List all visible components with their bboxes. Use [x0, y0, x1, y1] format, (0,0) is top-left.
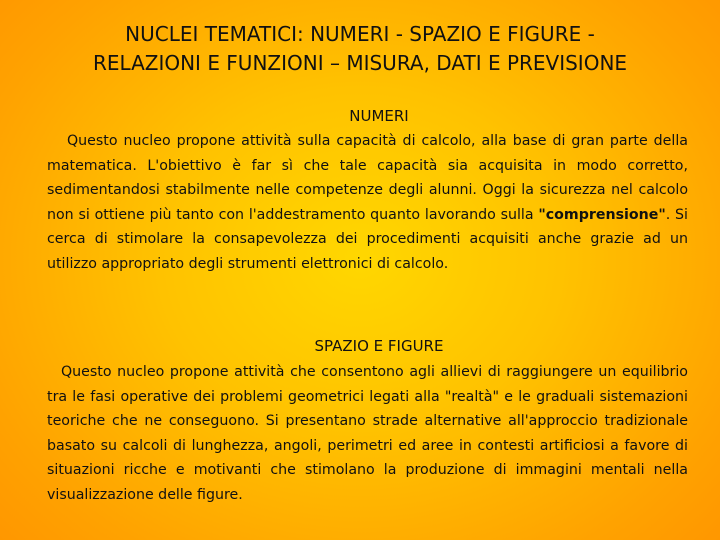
paragraph-text-end: . Si cerca di stimolare la consapevolezza dei procedimenti acquisiti anche grazie ad un utilizzo appropriato degli strumenti elettronici di calcolo.	[47, 206, 688, 272]
slide-title	[30, 20, 690, 78]
section-paragraph-numeri	[47, 129, 688, 276]
slide-title-line-1: NUCLEI TEMATICI: NUMERI - SPAZIO E FIGURE -	[125, 22, 595, 46]
section-paragraph-spazio-figure: Questo nucleo propone attività che consentono agli allievi di raggiungere un equilibrio tra le fasi operative dei problemi geometrici legati alla "realtà" e le graduali sistemazioni teoriche che ne conseguono. Si presentano strade alternative all'approccio tradizionale basato su calcoli di lunghezza, angoli, perimetri ed aree in contesti artificiosi a favore di situazioni ricche e motivanti che stimolano la produzione di immagini mentali nella visualizzazione delle figure.	[47, 364, 688, 503]
slide-title-line-2: RELAZIONI E FUNZIONI – MISURA, DATI E PREVISIONE	[92, 51, 628, 75]
section-heading-numeri: NUMERI	[349, 107, 409, 125]
paragraph-text-start: Questo nucleo propone attività sulla capacità di calcolo, alla base di gran parte della matematica. L'obiettivo è far sì che tale capacità sia acquisita in modo corretto, sedimentandosi stabilmente nelle competenze degli alunni. Oggi la sicurezza nel calcolo non si ottiene più tanto con l'addestramento quanto lavorando sulla	[47, 133, 688, 223]
section-heading-spazio-figure: SPAZIO E FIGURE	[314, 337, 444, 355]
paragraph-bold-term: "comprensione"	[538, 206, 666, 223]
